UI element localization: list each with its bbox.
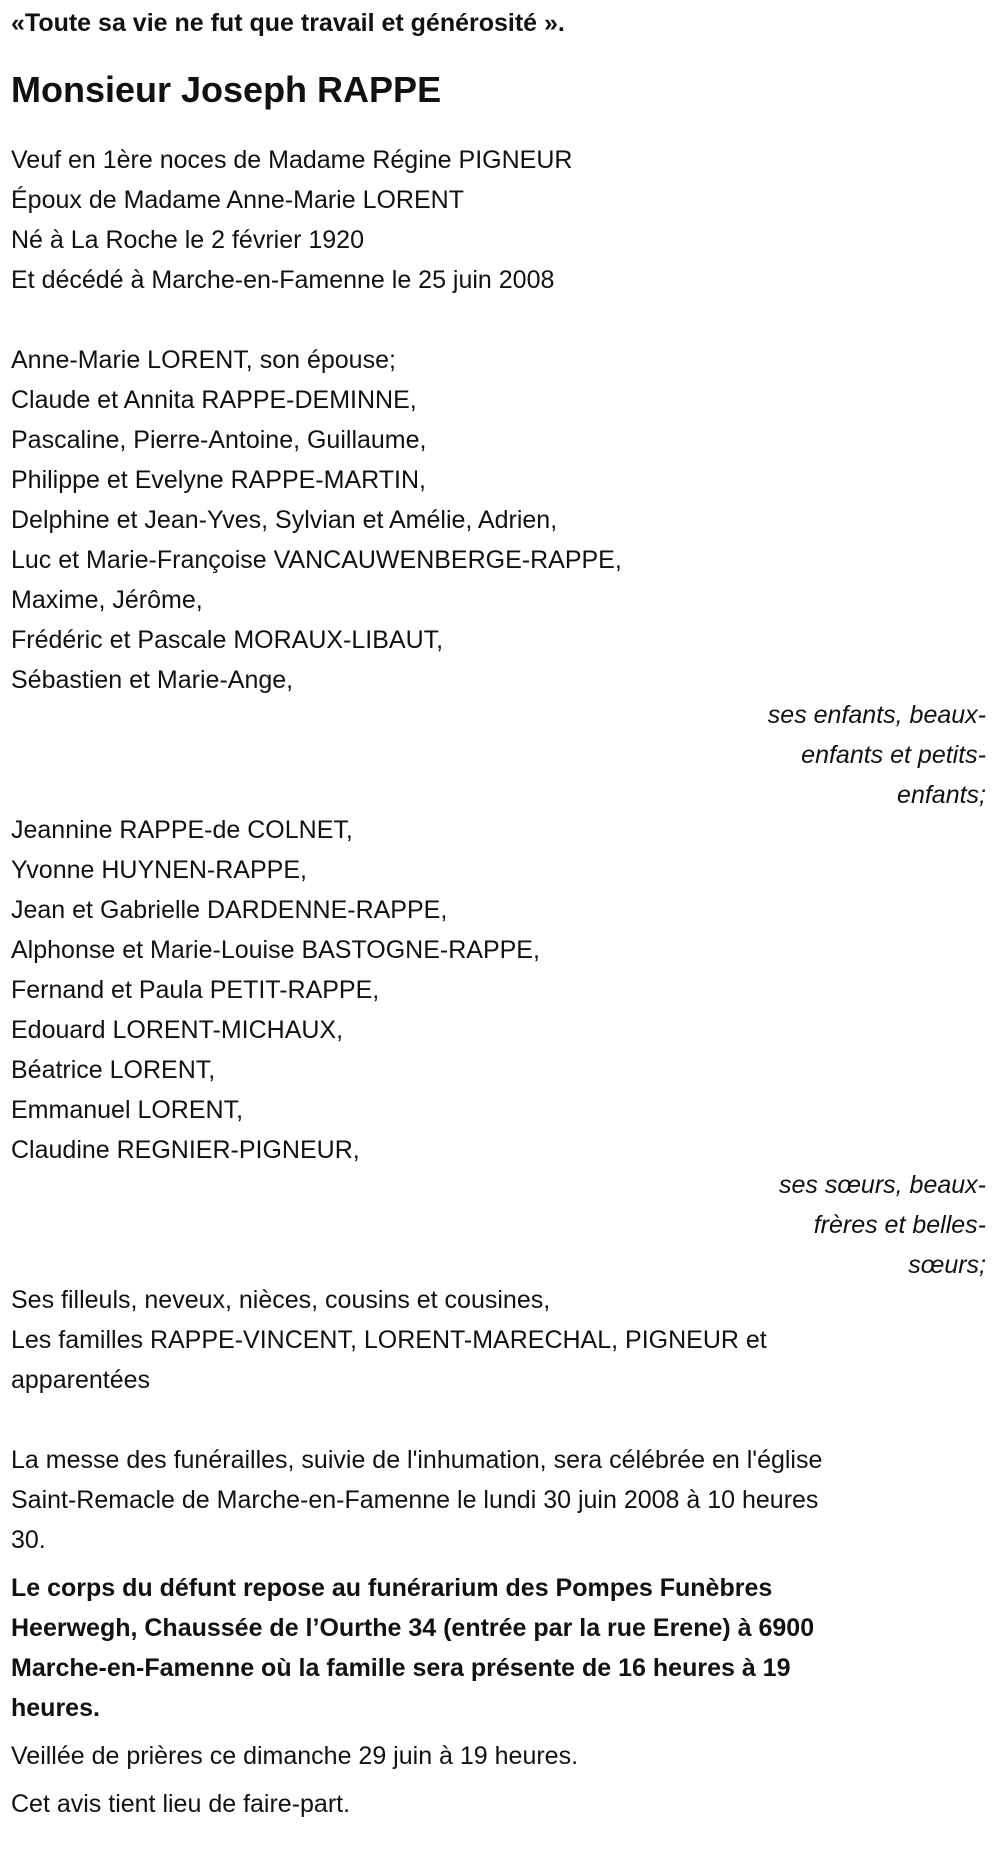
announcement-notice: Cet avis tient lieu de faire-part. — [11, 1790, 351, 1818]
family-member: Frédéric et Pascale MORAUX-LIBAUT, — [11, 626, 444, 654]
funeral-home-paragraph — [11, 1568, 986, 1728]
extended-family-line: apparentées — [11, 1366, 151, 1394]
obituary-content — [11, 0, 986, 1824]
mass-line: Saint-Remacle de Marche-en-Famenne le lundi 30 juin 2008 à 10 heures — [11, 1486, 819, 1514]
family-list — [11, 340, 986, 700]
relation-line: ses sœurs, beaux- — [778, 1171, 986, 1199]
sibling-member: Jean et Gabrielle DARDENNE-RAPPE, — [11, 896, 448, 924]
sibling-member: Béatrice LORENT, — [11, 1056, 216, 1084]
extended-family-line: Ses filleuls, neveux, nièces, cousins et cousines, — [11, 1286, 551, 1314]
vigil-notice: Veillée de prières ce dimanche 29 juin à 19 heures. — [11, 1742, 579, 1770]
family-member: Claude et Annita RAPPE-DEMINNE, — [11, 386, 417, 414]
family-member: Maxime, Jérôme, — [11, 586, 203, 614]
intro-line: Né à La Roche le 2 février 1920 — [11, 226, 364, 254]
family-member: Anne-Marie LORENT, son épouse; — [11, 346, 396, 374]
family-member: Pascaline, Pierre-Antoine, Guillaume, — [11, 426, 427, 454]
family-member: Delphine et Jean-Yves, Sylvian et Amélie, Adrien, — [11, 506, 558, 534]
extended-family-line: Les familles RAPPE-VINCENT, LORENT-MARECHAL, PIGNEUR et — [11, 1326, 767, 1354]
siblings-relation-label — [756, 1165, 986, 1285]
deceased-name: Monsieur Joseph RAPPE — [11, 69, 442, 110]
sibling-member: Jeannine RAPPE-de COLNET, — [11, 816, 353, 844]
intro-block — [11, 140, 986, 300]
mass-line: 30. — [11, 1526, 46, 1554]
funeral-home-line: Heerwegh, Chaussée de l’Ourthe 34 (entrée par la rue Erene) à 6900 — [11, 1614, 815, 1642]
intro-line: Et décédé à Marche-en-Famenne le 25 juin 2008 — [11, 266, 555, 294]
epitaph-quote: «Toute sa vie ne fut que travail et générosité ». — [11, 9, 565, 37]
funeral-home-line: Marche-en-Famenne où la famille sera présente de 16 heures à 19 — [11, 1654, 791, 1682]
family-member: Sébastien et Marie-Ange, — [11, 666, 294, 694]
funeral-home-line: heures. — [11, 1694, 100, 1722]
relation-line: frères et belles- — [813, 1211, 986, 1239]
mass-line: La messe des funérailles, suivie de l'inhumation, sera célébrée en l'église — [11, 1446, 823, 1474]
sibling-member: Yvonne HUYNEN-RAPPE, — [11, 856, 307, 884]
relation-line: ses enfants, beaux- — [767, 701, 986, 729]
sibling-member: Alphonse et Marie-Louise BASTOGNE-RAPPE, — [11, 936, 540, 964]
intro-line: Veuf en 1ère noces de Madame Régine PIGNEUR — [11, 146, 573, 174]
funeral-home-line: Le corps du défunt repose au funérarium des Pompes Funèbres — [11, 1574, 773, 1602]
family-member: Luc et Marie-Françoise VANCAUWENBERGE-RAPPE, — [11, 546, 622, 574]
funeral-mass-paragraph — [11, 1440, 986, 1560]
sibling-member: Edouard LORENT-MICHAUX, — [11, 1016, 344, 1044]
relation-line: enfants; — [897, 781, 986, 809]
relation-line: enfants et petits- — [801, 741, 986, 769]
sibling-member: Emmanuel LORENT, — [11, 1096, 244, 1124]
sibling-member: Fernand et Paula PETIT-RAPPE, — [11, 976, 380, 1004]
intro-line: Époux de Madame Anne-Marie LORENT — [11, 186, 464, 214]
sibling-member: Claudine REGNIER-PIGNEUR, — [11, 1136, 360, 1164]
family-member: Philippe et Evelyne RAPPE-MARTIN, — [11, 466, 426, 494]
siblings-list — [11, 810, 986, 1170]
children-relation-label — [756, 695, 986, 815]
relation-line: sœurs; — [908, 1251, 986, 1279]
extended-family — [11, 1280, 986, 1400]
